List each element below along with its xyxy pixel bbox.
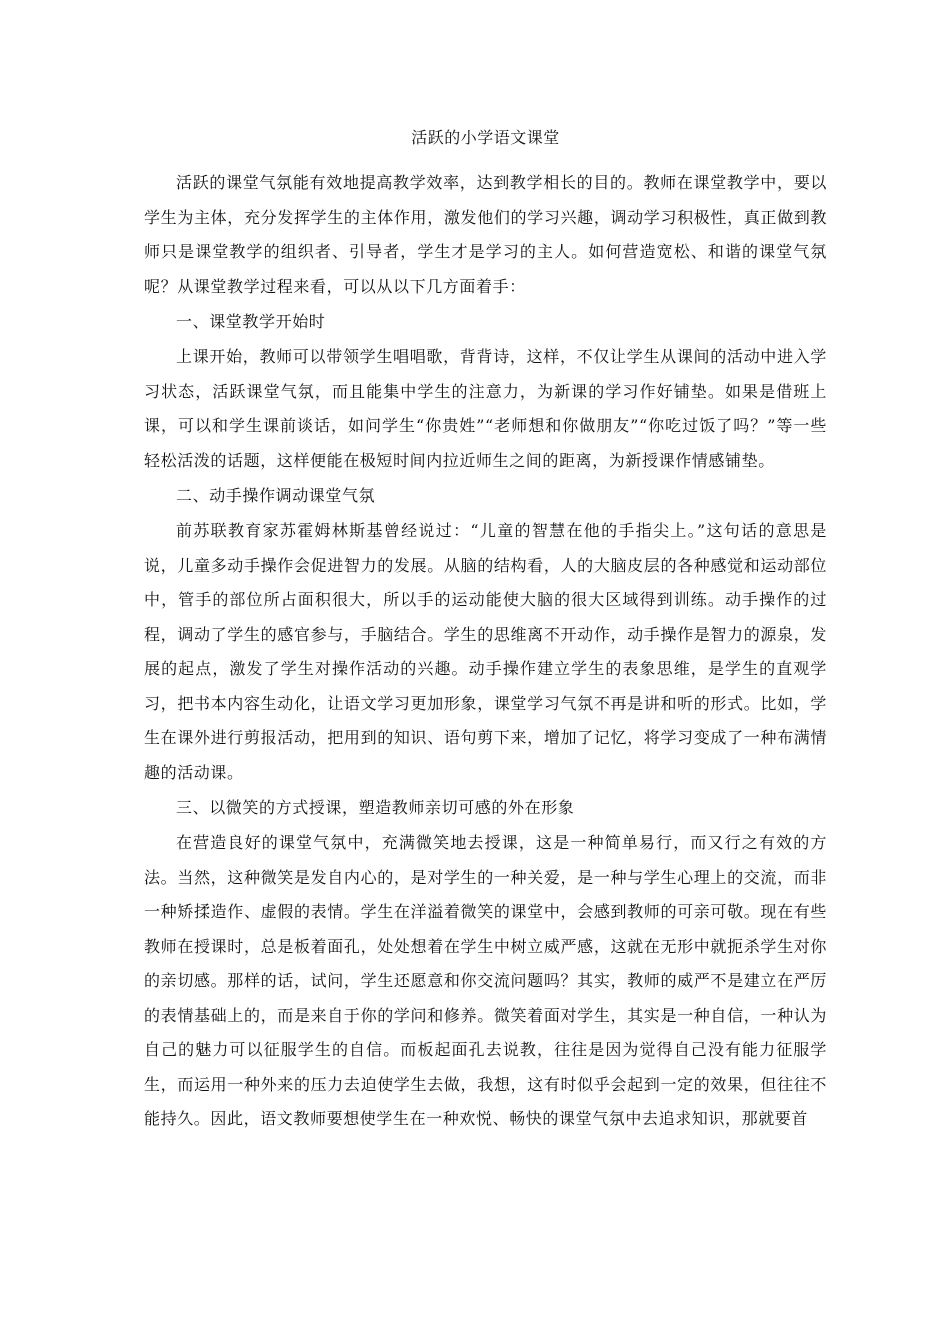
- section-heading-3: 三、以微笑的方式授课，塑造教师亲切可感的外在形象: [176, 798, 575, 817]
- section-body-2: 前苏联教育家苏霍姆林斯基曾经说过：“儿童的智慧在他的手指尖上。”这句话的意思是说，儿童多动手操作会促进智力的发展。从脑的结构看，人的大脑皮层的各种感觉和运动部位中，管手的部位所占面积很大，所以手的运动能使大脑的很大区域得到训练。动手操作的过程，调动了学生的感官参与，手脑结合。学生的思维离不开动作，动手操作是智力的源泉，发展的起点，激发了学生对操作活动的兴趣。动手操作建立学生的表象思维，是学生的直观学习，把书本内容生动化，让语文学习更加形象，课堂学习气氛不再是讲和听的形式。比如，学生在课外进行剪报活动，把用到的知识、语句剪下来，增加了记忆，将学习变成了一种布满情趣的活动课。: [144, 521, 827, 782]
- intro-paragraph: 活跃的课堂气氛能有效地提高教学效率，达到教学相长的目的。教师在课堂教学中，要以学生为主体，充分发挥学生的主体作用，激发他们的学习兴趣，调动学习积极性，真正做到教师只是课堂教学的组织者、引导者，学生才是学习的主人。如何营造宽松、和谐的课堂气氛呢？从课堂教学过程来看，可以从以下几方面着手：: [144, 173, 827, 296]
- section-heading-2: 二、动手操作调动课堂气氛: [176, 486, 376, 505]
- section-body-1: 上课开始，教师可以带领学生唱唱歌，背背诗，这样，不仅让学生从课间的活动中进入学习状态，活跃课堂气氛，而且能集中学生的注意力，为新课的学习作好铺垫。如果是借班上课，可以和学生课前谈话，如问学生“你贵姓”“老师想和你做朋友”“你吃过饭了吗？”等一些轻松活泼的话题，这样便能在极短时间内拉近师生之间的距离，为新授课作情感铺垫。: [144, 347, 827, 470]
- section-heading-1: 一、课堂教学开始时: [176, 312, 326, 331]
- section-body-3: 在营造良好的课堂气氛中，充满微笑地去授课，这是一种简单易行，而又行之有效的方法。当然，这种微笑是发自内心的，是对学生的一种关爱，是一种与学生心理上的交流，而非一种矫揉造作、虚假的表情。学生在洋溢着微笑的课堂中，会感到教师的可亲可敬。现在有些教师在授课时，总是板着面孔，处处想着在学生中树立威严感，这就在无形中就扼杀学生对你的亲切感。那样的话，试问，学生还愿意和你交流问题吗？其实，教师的威严不是建立在严厉的表情基础上的，而是来自于你的学问和修养。微笑着面对学生，其实是一种自信，一种认为自己的魅力可以征服学生的自信。而板起面孔去说教，往往是因为觉得自己没有能力征服学生，而运用一种外来的压力去迫使学生去做，我想，这有时似乎会起到一定的效果，但往往不能持久。因此，语文教师要想使学生在一种欢悦、畅快的课堂气氛中去追求知识，那就要首: [144, 833, 827, 1128]
- document-page: [144, 118, 827, 1137]
- document-title: 活跃的小学语文课堂: [411, 128, 560, 147]
